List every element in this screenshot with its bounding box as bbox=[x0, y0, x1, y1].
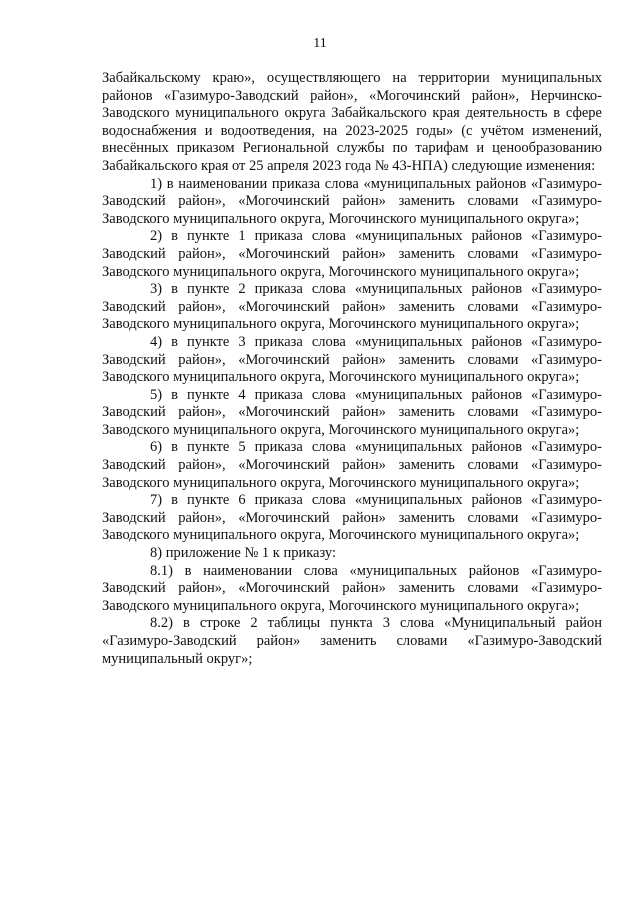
paragraph-item-6: 6) в пункте 5 приказа слова «муниципальных районов «Газимуро-Заводский район», «Могочинский район» заменить словами «Газимуро-Заводского муниципального округа, Могочинского муниципального округа»; bbox=[102, 439, 602, 491]
paragraph-item-8-2: 8.2) в строке 2 таблицы пункта 3 слова «Муниципальный район «Газимуро-Заводский район» заменить словами «Газимуро-Заводский муниципальный округ»; bbox=[102, 615, 602, 667]
paragraph-item-3: 3) в пункте 2 приказа слова «муниципальных районов «Газимуро-Заводский район», «Могочинский район» заменить словами «Газимуро-Заводского муниципального округа, Могочинского муниципального округа»; bbox=[102, 281, 602, 333]
paragraph-item-8: 8) приложение № 1 к приказу: bbox=[150, 545, 336, 562]
paragraph-item-1: 1) в наименовании приказа слова «муниципальных районов «Газимуро-Заводский район», «Могочинский район» заменить словами «Газимуро-Заводского муниципального округа, Могочинского муниципального округа»; bbox=[102, 175, 602, 227]
document-body bbox=[102, 70, 602, 668]
paragraph-item-2: 2) в пункте 1 приказа слова «муниципальных районов «Газимуро-Заводский район», «Могочинский район» заменить словами «Газимуро-Заводского муниципального округа, Могочинского муниципального округа»; bbox=[102, 228, 602, 280]
paragraph-continuation: Забайкальскому краю», осуществляющего на территории муниципальных районов «Газимуро-Заводский район», «Могочинский район», Нерчинско-Заводского муниципального округа Забайкальского края деятельность в сфере водоснабжения и водоотведения, на 2023-2025 годы» (с учётом изменений, внесённых приказом Региональной службы по тарифам и ценообразованию Забайкальского края от 25 апреля 2023 года № 43-НПА) следующие изменения: bbox=[102, 70, 602, 174]
paragraph-item-7: 7) в пункте 6 приказа слова «муниципальных районов «Газимуро-Заводский район», «Могочинский район» заменить словами «Газимуро-Заводского муниципального округа, Могочинского муниципального округа»; bbox=[102, 492, 602, 544]
paragraph-item-8-1: 8.1) в наименовании слова «муниципальных районов «Газимуро-Заводский район», «Могочинский район» заменить словами «Газимуро-Заводского муниципального округа, Могочинского муниципального округа»; bbox=[102, 562, 602, 614]
page-number: 11 bbox=[313, 36, 327, 51]
paragraph-item-4: 4) в пункте 3 приказа слова «муниципальных районов «Газимуро-Заводский район», «Могочинский район» заменить словами «Газимуро-Заводского муниципального округа, Могочинского муниципального округа»; bbox=[102, 333, 602, 386]
paragraph-item-5: 5) в пункте 4 приказа слова «муниципальных районов «Газимуро-Заводский район», «Могочинский район» заменить словами «Газимуро-Заводского муниципального округа, Могочинского муниципального округа»; bbox=[102, 386, 602, 438]
